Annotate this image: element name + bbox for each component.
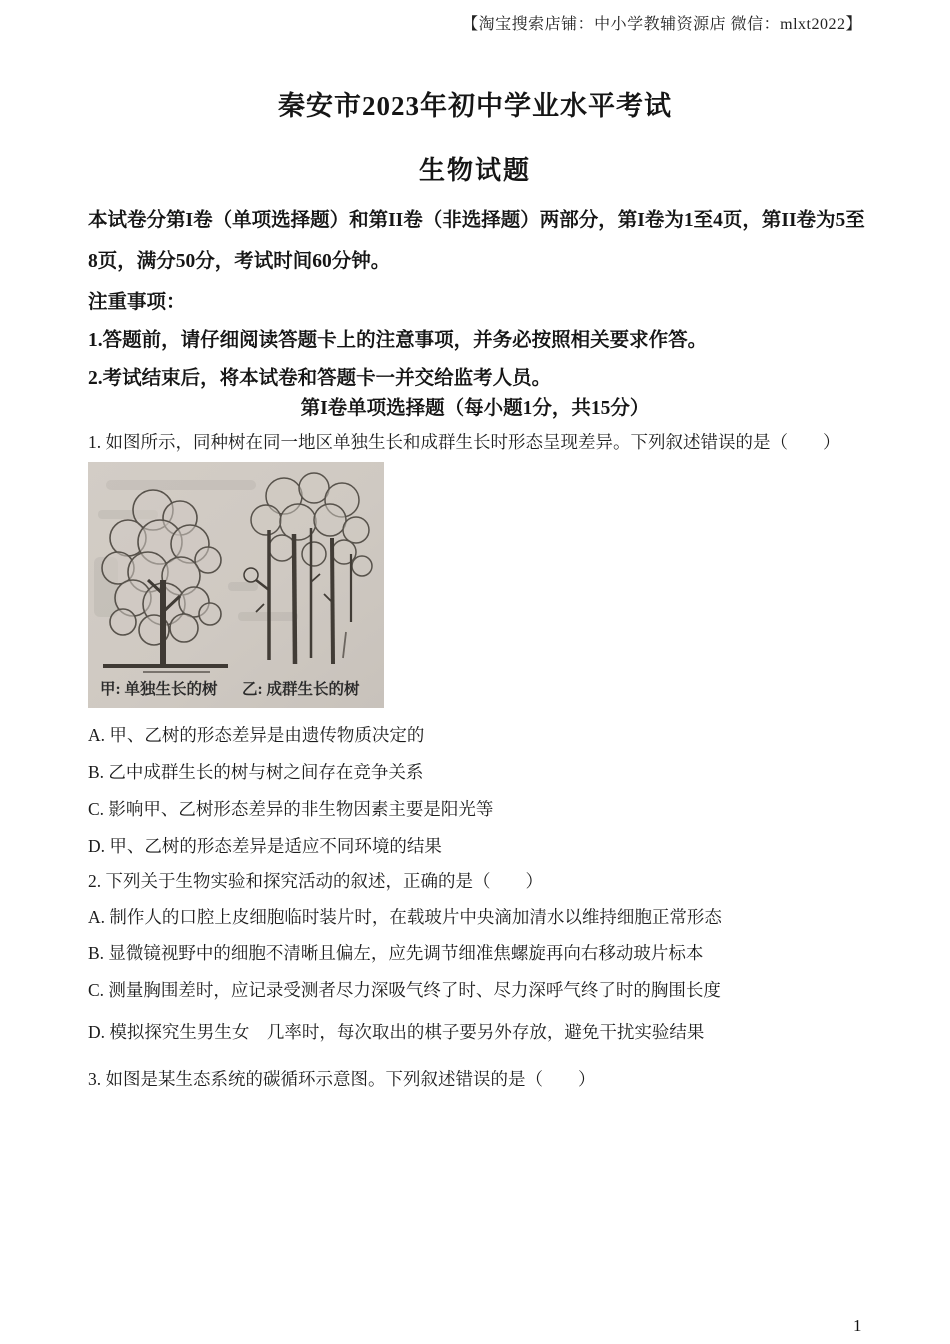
question-1-option-a: A. 甲、乙树的形态差异是由遗传物质决定的 [88, 725, 425, 745]
question-2-option-a: A. 制作人的口腔上皮细胞临时装片时，在载玻片中央滴加清水以维持细胞正常形态 [88, 907, 722, 927]
exam-intro-paragraph: 本试卷分第I卷（单项选择题）和第II卷（非选择题）两部分，第I卷为1至4页，第II卷为5至8页，满分50分，考试时间60分钟。 [88, 210, 865, 272]
question-1-figure [88, 462, 384, 708]
figure-label-solitary-tree: 甲: 单独生长的树 [100, 681, 218, 698]
question-1-option-c: C. 影响甲、乙树形态差异的非生物因素主要是阳光等 [88, 799, 494, 819]
question-2-option-d: D. 模拟探究生男生女 几率时，每次取出的棋子要另外存放，避免干扰实验结果 [88, 1022, 705, 1042]
page-title: 秦安市2023年初中学业水平考试 [278, 91, 672, 121]
question-3-stem: 3. 如图是某生态系统的碳循环示意图。下列叙述错误的是（ ） [88, 1069, 596, 1089]
question-1-stem: 1. 如图所示，同种树在同一地区单独生长和成群生长时形态呈现差异。下列叙述错误的是（ ） [88, 432, 841, 452]
figure-label-grouped-trees: 乙: 成群生长的树 [242, 681, 360, 698]
section-1-title: 第I卷单项选择题（每小题1分，共15分） [300, 398, 650, 419]
question-2-option-c: C. 测量胸围差时，应记录受测者尽力深吸气终了时、尽力深呼气终了时的胸围长度 [88, 980, 721, 1000]
note-line-1: 1.答题前，请仔细阅读答题卡上的注意事项，并务必按照相关要求作答。 [88, 330, 708, 351]
question-1-option-b: B. 乙中成群生长的树与树之间存在竞争关系 [88, 762, 424, 782]
tree-comparison-illustration [88, 462, 384, 708]
page-number: 1 [853, 1316, 862, 1335]
page-subtitle: 生物试题 [418, 156, 531, 185]
header-shop-notice: 【淘宝搜索店铺：中小学教辅资源店 微信：mlxt2022】 [462, 16, 862, 33]
question-1-option-d: D. 甲、乙树的形态差异是适应不同环境的结果 [88, 836, 442, 856]
notes-title: 注重事项： [88, 292, 186, 313]
question-2-stem: 2. 下列关于生物实验和探究活动的叙述，正确的是（ ） [88, 871, 543, 891]
question-2-option-b: B. 显微镜视野中的细胞不清晰且偏左，应先调节细准焦螺旋再向右移动玻片标本 [88, 943, 704, 963]
note-line-2: 2.考试结束后，将本试卷和答题卡一并交给监考人员。 [88, 368, 552, 389]
